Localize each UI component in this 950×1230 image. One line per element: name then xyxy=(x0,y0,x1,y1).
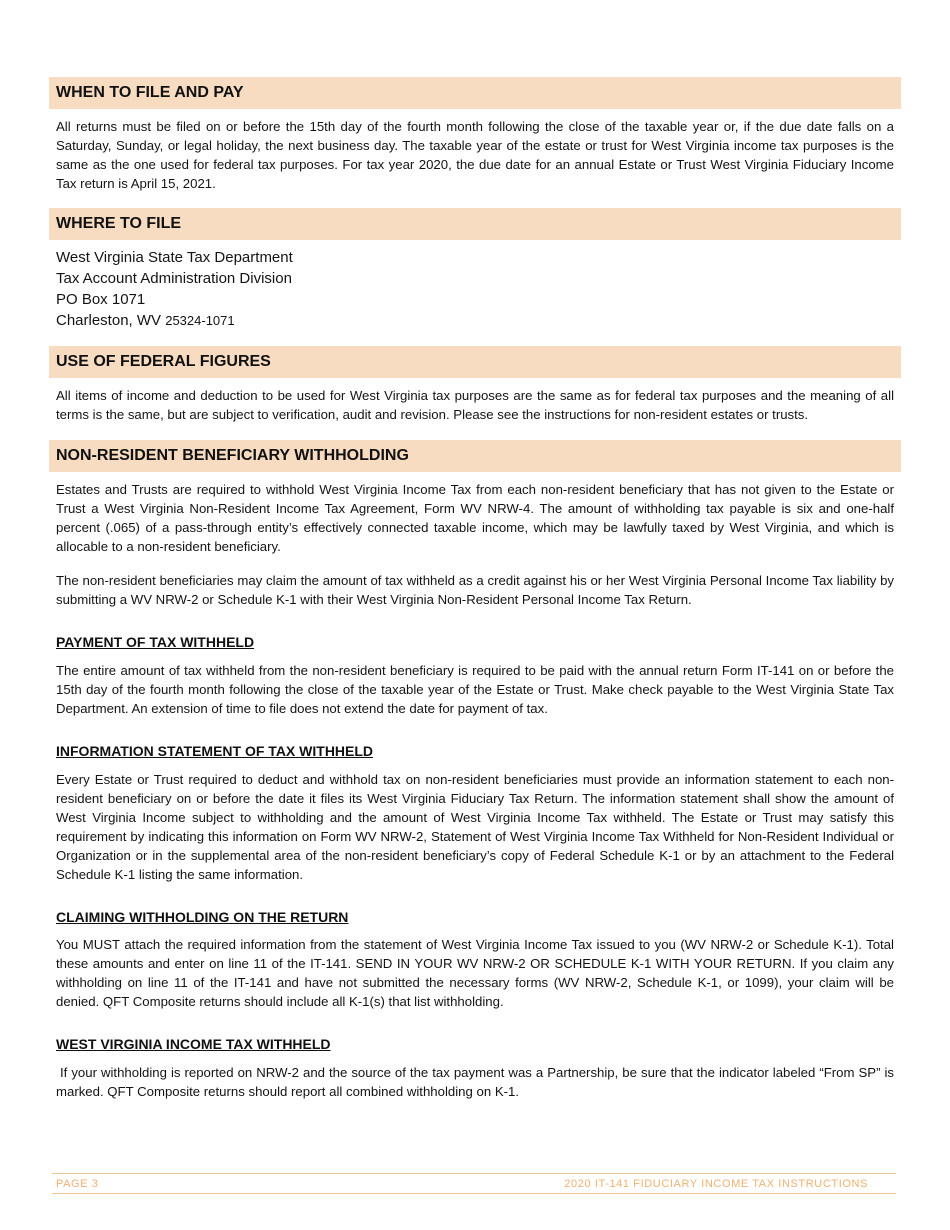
footer-top-rule xyxy=(52,1173,896,1174)
address-line-4 xyxy=(56,310,456,331)
information-statement-body: Every Estate or Trust required to deduct and withhold tax on non-resident beneficiaries must provide an information statement to each non-resident beneficiary on or before the date it files its West Virginia Fiduciary Tax Return. The information statement shall show the amount of West Virginia Income subject to withholding and the amount of West Virginia Income Tax withheld. The Estate or Trust may satisfy this requirement by indicating this information on Form WV NRW-2, Statement of West Virginia Income Tax Withheld for Non-Resident Individual or Organization or in the supplemental area of the non-resident beneficiary’s copy of Federal Schedule K-1 or by an attachment to the Federal Schedule K-1 listing the same information. xyxy=(56,772,894,882)
when-to-file-body: All returns must be filed on or before the 15th day of the fourth month following the close of the taxable year or, if the due date falls on a Saturday, Sunday, or legal holiday, the next business day. The taxable year of the estate or trust for West Virginia income tax purposes is the same as the one used for federal tax purposes. For tax year 2020, the due date for an annual Estate or Trust West Virginia Fiduciary Income Tax return is April 15, 2021. xyxy=(56,119,894,191)
wv-income-tax-withheld-body: If your withholding is reported on NRW-2 and the source of the tax payment was a Partnership, be sure that the indicator labeled “From SP” is marked. QFT Composite returns should report all combined withholding on K-1. xyxy=(56,1065,898,1099)
footer-bottom-rule xyxy=(52,1193,896,1194)
section-heading-when-to-file: WHEN TO FILE AND PAY xyxy=(49,77,901,109)
section-heading-nonresident-withholding: NON-RESIDENT BENEFICIARY WITHHOLDING xyxy=(49,440,901,472)
address-line-1: West Virginia State Tax Department xyxy=(56,249,293,266)
subheading-claiming-withholding: CLAIMING WITHHOLDING ON THE RETURN xyxy=(56,909,349,925)
address-zip: 25324-1071 xyxy=(165,313,235,328)
nonresident-body-2: The non-resident beneficiaries may claim the amount of tax withheld as a credit against his or her West Virginia Personal Income Tax liability by submitting a WV NRW-2 or Schedule K-1 with their West Virginia Non-Resident Personal Income Tax Return. xyxy=(56,573,894,607)
section-heading-where-to-file: WHERE TO FILE xyxy=(49,208,901,240)
address-line-3: PO Box 1071 xyxy=(56,291,146,308)
footer-document-title: 2020 IT-141 FIDUCIARY INCOME TAX INSTRUCTIONS xyxy=(564,1178,868,1190)
address-city-state: Charleston, WV xyxy=(56,312,162,329)
section-heading-federal-figures: USE OF FEDERAL FIGURES xyxy=(49,346,901,378)
federal-figures-body: All items of income and deduction to be used for West Virginia tax purposes are the same as for federal tax purposes and the meaning of all terms is the same, but are subject to verification, audit and revision. Please see the instructions for non-resident estates or trusts. xyxy=(56,388,894,422)
address-line-2: Tax Account Administration Division xyxy=(56,270,292,287)
claiming-withholding-body: You MUST attach the required information from the statement of West Virginia Income Tax issued to you (WV NRW-2 or Schedule K-1). Total these amounts and enter on line 11 of the IT-141. SEND IN YOUR WV NRW-2 OR SCHEDULE K-1 WITH YOUR RETURN. If you claim any withholding on line 11 of the IT-141 and have not submitted the necessary forms (WV NRW-2, Schedule K-1, or 1099), your claim will be denied. QFT Composite returns should include all K-1(s) that list withholding. xyxy=(56,937,894,1009)
payment-body: The entire amount of tax withheld from the non-resident beneficiary is required to be paid with the annual return Form IT-141 on or before the 15th day of the fourth month following the close of the taxable year of the Estate or Trust. Make check payable to the West Virginia State Tax Department. An extension of time to file does not extend the date for payment of tax. xyxy=(56,663,894,716)
mailing-address xyxy=(56,247,456,331)
subheading-wv-income-tax-withheld: WEST VIRGINIA INCOME TAX WITHHELD xyxy=(56,1036,331,1052)
nonresident-body-1: Estates and Trusts are required to withhold West Virginia Income Tax from each non-resident beneficiary that has not given to the Estate or Trust a West Virginia Non-Resident Income Tax Agreement, Form WV NRW-4. The amount of withholding tax payable is six and one-half percent (.065) of a pass-through entity’s effectively connected taxable income, which may be lawfully taxed by West Virginia, and which is allocable to a non-resident beneficiary. xyxy=(56,482,894,554)
subheading-information-statement: INFORMATION STATEMENT OF TAX WITHHELD xyxy=(56,743,374,759)
subheading-payment-of-tax: PAYMENT OF TAX WITHHELD xyxy=(56,634,255,650)
footer-page-number: PAGE 3 xyxy=(56,1178,99,1190)
